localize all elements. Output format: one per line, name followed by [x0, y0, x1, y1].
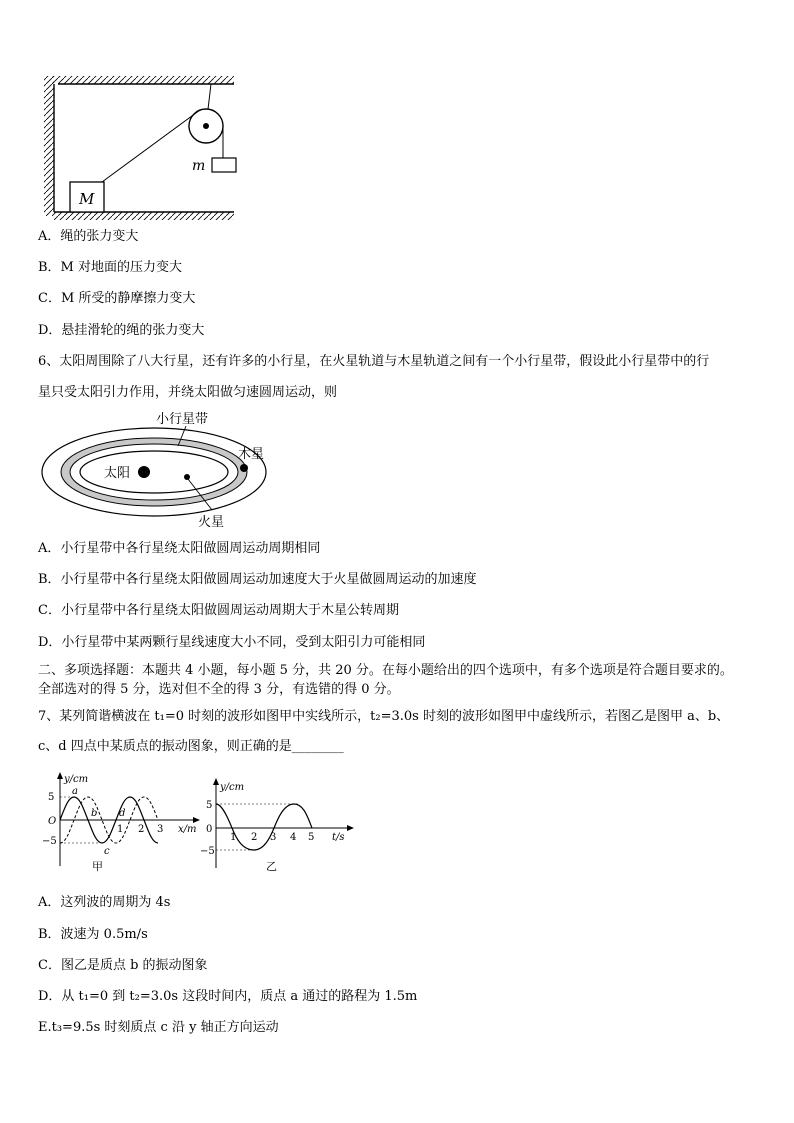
q7-option-d: D．从 t₁=0 到 t₂=3.0s 这段时间内，质点 a 通过的路程为 1.5m [38, 989, 418, 1004]
q6-option-c: C．小行星带中各行星绕太阳做圆周运动周期大于木星公转周期 [38, 603, 399, 618]
yi-caption: 乙 [266, 860, 277, 873]
mars-label: 火星 [198, 515, 225, 530]
q6-stem-line2: 星只受太阳引力作用，并绕太阳做匀速圆周运动，则 [38, 385, 338, 400]
section2-line1: 二、多项选择题：本题共 4 小题，每小题 5 分，共 20 分。在每小题给出的四个选项中，有多个选项是符合题目要求的。 [38, 663, 733, 678]
q6-option-d: D．小行星带中某两颗行星线速度大小不同，受到太阳引力可能相同 [38, 635, 426, 650]
jia-ylabel: y/cm [64, 774, 89, 785]
q6-stem-line1: 6、太阳周围除了八大行星，还有许多的小行星，在火星轨道与木星轨道之间有一个小行星带，假设此小行星带中的行 [38, 354, 710, 369]
jia-origin: O [48, 816, 57, 827]
section2-line2: 全部选对的得 5 分，选对但不全的得 3 分，有选错的得 0 分。 [38, 682, 400, 697]
yi-xtick-1: 1 [230, 832, 237, 843]
q7-stem-line1: 7、某列简谐横波在 t₁=0 时刻的波形如图甲中实线所示，t₂=3.0s 时刻的波形如图甲中虚线所示，若图乙是图甲 a、b、 [38, 709, 730, 724]
q7-option-b: B．波速为 0.5m/s [38, 927, 148, 942]
q7-option-e: E.t₃=9.5s 时刻质点 c 沿 y 轴正方向运动 [38, 1020, 279, 1035]
sun-label: 太阳 [104, 466, 131, 481]
vibration-graph-yi [200, 776, 360, 876]
wave-graph-jia [40, 770, 200, 876]
jia-xlabel: x/m [178, 824, 197, 835]
label-M: M [79, 190, 95, 208]
asteroid-belt-diagram [36, 404, 276, 532]
sun-marker [138, 466, 150, 478]
jia-caption: 甲 [92, 860, 103, 873]
jia-xtick-1: 1 [117, 824, 124, 835]
yi-xtick-3: 3 [270, 832, 277, 843]
q5-option-c: C．M 所受的静摩擦力变大 [38, 291, 196, 306]
yi-xtick-4: 4 [290, 832, 297, 843]
jupiter-marker [240, 464, 248, 472]
yi-xlabel: t/s [332, 832, 345, 843]
yi-ylabel: y/cm [220, 782, 245, 793]
q5-option-a: A．绳的张力变大 [38, 229, 139, 244]
label-m: m [192, 158, 206, 174]
jupiter-label: 木星 [238, 447, 265, 462]
yi-ytick-neg5: −5 [200, 846, 215, 857]
pulley-diagram [40, 72, 240, 222]
jia-point-d: d [119, 808, 126, 819]
q5-option-b: B．M 对地面的压力变大 [38, 260, 182, 275]
q6-option-a: A．小行星带中各行星绕太阳做圆周运动周期相同 [38, 541, 321, 556]
yi-xtick-2: 2 [251, 832, 258, 843]
yi-xtick-5: 5 [308, 832, 315, 843]
jia-ytick-neg5: −5 [42, 836, 57, 847]
q5-option-d: D．悬挂滑轮的绳的张力变大 [38, 323, 205, 338]
belt-label: 小行星带 [156, 412, 209, 427]
q7-option-c: C．图乙是质点 b 的振动图象 [38, 958, 208, 973]
mars-marker [184, 474, 190, 480]
q7-option-a: A．这列波的周期为 4s [38, 895, 171, 910]
jia-xtick-2: 2 [138, 824, 145, 835]
jia-ytick-5: 5 [48, 792, 55, 803]
yi-vibration-curve [216, 804, 315, 850]
yi-ytick-0: 0 [206, 824, 213, 835]
jia-point-b: b [91, 808, 98, 819]
yi-ytick-5: 5 [206, 800, 213, 811]
q7-stem-line2: c、d 四点中某质点的振动图象，则正确的是________ [38, 739, 344, 754]
jia-point-a: a [72, 786, 78, 797]
jia-xtick-3: 3 [157, 824, 164, 835]
jia-point-c: c [104, 846, 110, 857]
q6-option-b: B．小行星带中各行星绕太阳做圆周运动加速度大于火星做圆周运动的加速度 [38, 572, 477, 587]
